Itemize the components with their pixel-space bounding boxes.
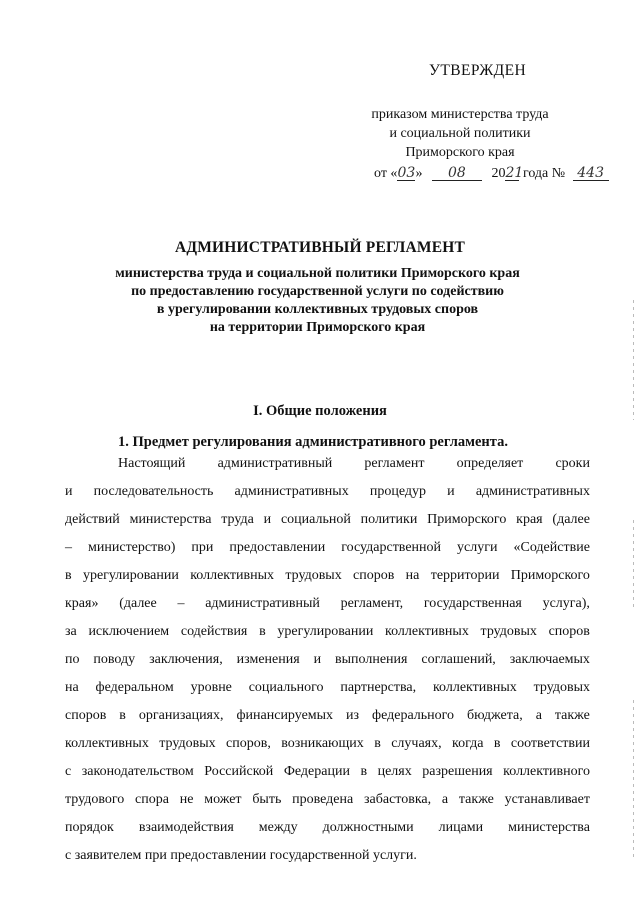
paragraph-word: спора (135, 792, 169, 807)
order-line: приказом министерства труда (371, 107, 549, 122)
paragraph-word: организациях, (138, 708, 224, 723)
paragraph-word: забастовка, (363, 792, 432, 807)
year-prefix: 20 (491, 166, 506, 181)
paragraph-word: заключения, (149, 652, 223, 667)
paragraph-word: и (65, 484, 73, 499)
paragraph-word: случаях, (391, 736, 442, 751)
paragraph-word: Настоящий (118, 456, 186, 471)
paragraph-word: в (360, 764, 368, 779)
paragraph-word: министерства (129, 512, 212, 527)
paragraph-word: – (65, 540, 72, 555)
paragraph-word: в (65, 568, 72, 583)
paragraph-word: взаимодействия (138, 820, 234, 835)
paragraph-line (65, 758, 590, 786)
paragraph-word: на (405, 568, 420, 583)
paragraph-word: края (516, 512, 543, 527)
paragraph-word: регламент, (340, 596, 404, 611)
paragraph-word: в (119, 708, 126, 723)
paragraph-word: заключаемых (509, 652, 590, 667)
scan-margin-mark (633, 700, 634, 860)
paragraph-word: споров (65, 708, 107, 723)
paragraph-word: бюджета, (467, 708, 523, 723)
date-close-quote: » (415, 166, 423, 181)
paragraph-word: коллективного (503, 764, 590, 779)
paragraph-line (65, 814, 590, 842)
paragraph-word: территории (430, 568, 500, 583)
subtitle-line: министерства труда и социальной политики Приморского края (115, 266, 520, 281)
paragraph-word: может (204, 792, 242, 807)
paragraph-word: с (65, 764, 72, 779)
order-date-line (374, 166, 609, 182)
paragraph-word: также (458, 792, 494, 807)
paragraph-word: возникающих (281, 736, 364, 751)
paragraph-word: также (554, 708, 590, 723)
subtitle-line: на территории Приморского края (209, 320, 426, 335)
paragraph-word: Приморского (427, 512, 507, 527)
paragraph-word: в (374, 736, 381, 751)
paragraph-word: лицами (438, 820, 484, 835)
subsection-title: 1. Предмет регулирования административного регламента. (118, 434, 508, 450)
paragraph-line (65, 702, 590, 730)
paragraph-word: (далее (552, 512, 590, 527)
paragraph-line (65, 618, 590, 646)
paragraph-word: услуга), (542, 596, 590, 611)
paragraph-word: «Содействие (513, 540, 590, 555)
paragraph-word: государственной (341, 540, 442, 555)
order-reference (350, 105, 570, 162)
paragraph-line (65, 786, 590, 814)
paragraph-word: Федерации (283, 764, 350, 779)
paragraph-word: и (447, 484, 455, 499)
paragraph-word: края» (65, 596, 99, 611)
paragraph-line (65, 450, 590, 478)
scan-margin-mark (633, 300, 634, 420)
paragraph-word: трудовых (533, 680, 590, 695)
paragraph-word: действий (65, 512, 120, 527)
paragraph-word: финансируемых (236, 708, 334, 723)
date-prefix: от « (374, 166, 398, 181)
paragraph-word: поводу (93, 652, 136, 667)
handwritten-year: 21 (505, 165, 524, 181)
document-title: АДМИНИСТРАТИВНЫЙ РЕГЛАМЕНТ (174, 239, 466, 256)
paragraph-word: споров (548, 624, 590, 639)
paragraph-word: Российской (204, 764, 274, 779)
paragraph-word: соответствии (510, 736, 590, 751)
paragraph-word: и (263, 512, 272, 527)
handwritten-order-number: 443 (573, 166, 609, 181)
paragraph-word: при (191, 540, 214, 555)
paragraph-word: труда (221, 512, 254, 527)
paragraph-word: не (179, 792, 194, 807)
handwritten-month: 08 (432, 166, 482, 181)
paragraph-word: между (258, 820, 298, 835)
section-title: I. Общие положения (253, 403, 387, 419)
paragraph-word: административный (217, 456, 333, 471)
paragraph-word: трудовых (480, 624, 537, 639)
paragraph-word: выполнения (335, 652, 408, 667)
paragraph-word: быть (252, 792, 282, 807)
paragraph-word: должностными (322, 820, 414, 835)
paragraph-word: соглашений, (421, 652, 496, 667)
handwritten-day: 03 (397, 165, 416, 181)
paragraph-word: из (346, 708, 360, 723)
paragraph-word: – (177, 596, 185, 611)
paragraph-word: министерства (508, 820, 590, 835)
paragraph-word: федеральном (95, 680, 174, 695)
order-line: Приморского края (405, 145, 515, 160)
paragraph-line: с заявителем при предоставлении государственной услуги. (65, 848, 417, 863)
paragraph-word: коллективных (385, 624, 469, 639)
paragraph-word: социального (248, 680, 324, 695)
paragraph-word: трудовых (159, 736, 216, 751)
subtitle-line: по предоставлению государственной услуги по содействию (131, 284, 504, 299)
paragraph-word: изменения (236, 652, 300, 667)
paragraph-word: разрешения (422, 764, 493, 779)
paragraph-word: урегулировании (82, 568, 179, 583)
paragraph-word: министерство) (88, 540, 176, 555)
paragraph-word: трудового (65, 792, 125, 807)
paragraph-word: законодательством (81, 764, 194, 779)
paragraph-word: а (535, 708, 542, 723)
paragraph-line (65, 674, 590, 702)
paragraph-word: социальной (280, 512, 351, 527)
paragraph-word: содействия (180, 624, 248, 639)
paragraph-word: и (313, 652, 322, 667)
paragraph-word: процедур (369, 484, 426, 499)
paragraph-word: административных (234, 484, 349, 499)
paragraph-word: последовательность (93, 484, 214, 499)
paragraph-word: целях (377, 764, 412, 779)
paragraph-word: когда (452, 736, 484, 751)
paragraph-word: предоставлении (229, 540, 326, 555)
paragraph-word: Приморского (510, 568, 590, 583)
paragraph-word: сроки (555, 456, 590, 471)
document-subtitle (90, 265, 545, 337)
paragraph-word: порядок (65, 820, 114, 835)
paragraph-line (65, 506, 590, 534)
paragraph-word: споров (353, 568, 395, 583)
paragraph-word: государственная (423, 596, 522, 611)
paragraph-line (65, 478, 590, 506)
paragraph-line (65, 562, 590, 590)
paragraph-word: политики (360, 512, 418, 527)
paragraph-word: на (65, 680, 79, 695)
paragraph-word: по (65, 652, 80, 667)
paragraph-word: услуги (457, 540, 498, 555)
paragraph-word: федерального (372, 708, 455, 723)
paragraph-word: коллективных (65, 736, 149, 751)
paragraph-line (65, 534, 590, 562)
paragraph-word: коллективных (432, 680, 517, 695)
paragraph-word: за (65, 624, 77, 639)
paragraph-line (65, 646, 590, 674)
year-word: года № (522, 166, 566, 181)
approval-stamp-title: УТВЕРЖДЕН (429, 62, 527, 79)
subtitle-line: в урегулировании коллективных трудовых споров (156, 302, 479, 317)
paragraph-word: в (493, 736, 501, 751)
order-line: и социальной политики (389, 126, 531, 141)
paragraph-word: исключением (88, 624, 170, 639)
paragraph-word: партнерства, (340, 680, 417, 695)
paragraph-word: а (441, 792, 449, 807)
paragraph-word: определяет (456, 456, 524, 471)
paragraph-line (65, 590, 590, 618)
paragraph-word: (далее (119, 596, 157, 611)
paragraph-word: в (259, 624, 266, 639)
paragraph-word: административный (205, 596, 320, 611)
paragraph-word: административных (475, 484, 590, 499)
paragraph-word: регламент (364, 456, 425, 471)
paragraph-word: споров, (226, 736, 271, 751)
paragraph-word: устанавливает (504, 792, 590, 807)
scan-margin-mark (633, 520, 634, 610)
paragraph-word: коллективных (190, 568, 275, 583)
paragraph-line (65, 730, 590, 758)
paragraph-word: уровне (190, 680, 232, 695)
paragraph-word: проведена (292, 792, 354, 807)
paragraph (65, 450, 590, 870)
paragraph-word: урегулировании (277, 624, 374, 639)
paragraph-word: трудовых (285, 568, 342, 583)
